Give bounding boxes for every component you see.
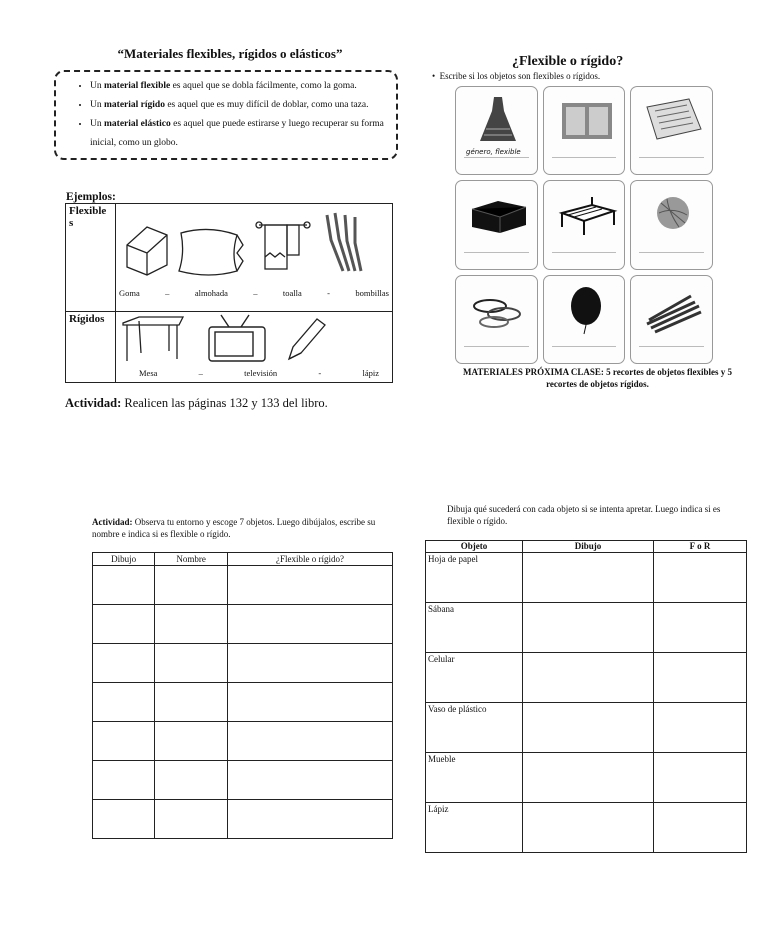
object-card-rubber-bands (455, 275, 538, 364)
object-name: Celular (426, 653, 523, 703)
table-row (426, 753, 747, 803)
examples-table (65, 203, 393, 383)
cutlery-icon (639, 282, 707, 338)
eraser-icon (127, 227, 167, 275)
header-flexible-or-rigid: ¿Flexible o rígido? (228, 553, 393, 566)
answer-line (552, 252, 617, 253)
table-row (426, 603, 747, 653)
crate-icon (464, 187, 532, 243)
table-row (93, 800, 393, 839)
rigid-caption: Mesa – televisión - lápiz (139, 368, 379, 378)
object-card-crate (455, 180, 538, 269)
table-row (93, 761, 393, 800)
answer-line (552, 157, 617, 158)
balloon-icon (552, 282, 620, 338)
rigid-row-label: Rígidos (66, 312, 116, 383)
objects-record-table (92, 552, 393, 839)
answer-line (639, 252, 704, 253)
object-card-bed (543, 180, 626, 269)
header-name: Nombre (155, 553, 228, 566)
flexible-examples-cell (116, 204, 393, 312)
table-row (93, 605, 393, 644)
object-card-yarn (630, 180, 713, 269)
materials-next-class: MATERIALES PRÓXIMA CLASE: 5 recortes de objetos flexibles y 5 recortes de objetos rígidos. (463, 367, 732, 389)
object-card-newspaper (630, 86, 713, 175)
rubber-bands-icon (464, 282, 532, 338)
header-f-or-r: F o R (654, 541, 747, 553)
tv-icon (209, 315, 265, 361)
squeeze-table (425, 540, 747, 853)
example-answer: género, flexible (466, 148, 521, 157)
flexible-row-label: Flexible s (66, 204, 116, 312)
bed-icon (552, 187, 620, 243)
object-card-dress (455, 86, 538, 175)
pencil-icon (289, 319, 325, 359)
towel-icon (256, 222, 310, 269)
definition-elastic: • Un material elástico es aquel que puede estirarse y luego recuperar su forma inicial, como un globo. (90, 115, 390, 153)
worksheet-title: “Materiales flexibles, rígidos o elásticos” (117, 46, 343, 61)
answer-line (639, 346, 704, 347)
object-name: Lápiz (426, 803, 523, 853)
straws-icon (327, 213, 361, 271)
pillow-icon (179, 229, 243, 275)
table-row (426, 553, 747, 603)
dress-icon (464, 93, 532, 149)
yarn-icon (639, 187, 707, 243)
objects-grid (455, 86, 713, 364)
observe-activity: Actividad: Observa tu entorno y escoge 7 objetos. Luego dibújalos, escribe su nombre e indica si es flexible o rígido. (92, 517, 376, 539)
table-row (93, 722, 393, 761)
window-icon (552, 93, 620, 149)
flexible-caption: Goma – almohada – toalla - bombillas (119, 288, 389, 298)
table-row (426, 653, 747, 703)
answer-line (464, 346, 529, 347)
object-name: Hoja de papel (426, 553, 523, 603)
object-card-window (543, 86, 626, 175)
exercise-instruction: • Escribe si los objetos son flexibles o rígidos. (432, 71, 601, 81)
examples-label: Ejemplos: (66, 191, 116, 203)
exercise-title: ¿Flexible o rígido? (512, 54, 624, 69)
header-drawing: Dibujo (93, 553, 155, 566)
definition-rigid: • Un material rígido es aquel que es muy difícil de doblar, como una taza. (90, 96, 390, 115)
definition-flexible: • Un material flexible es aquel que se dobla fácilmente, como la goma. (90, 77, 390, 96)
table-row (426, 803, 747, 853)
table-row (426, 703, 747, 753)
table-icon (123, 317, 183, 361)
squeeze-instruction: Dibuja qué sucederá con cada objeto si se intenta apretar. Luego indica si es flexible o rígido. (447, 504, 721, 526)
header-object: Objeto (426, 541, 523, 553)
header-drawing: Dibujo (523, 541, 654, 553)
object-card-cutlery (630, 275, 713, 364)
object-card-balloon (543, 275, 626, 364)
answer-line (639, 157, 704, 158)
table-row (93, 683, 393, 722)
object-name: Vaso de plástico (426, 703, 523, 753)
activity-note: Actividad: Realicen las páginas 132 y 133 del libro. (65, 396, 328, 410)
table-row (93, 566, 393, 605)
rigid-examples-drawing (119, 313, 389, 365)
rigid-examples-cell (116, 312, 393, 383)
newspaper-icon (639, 93, 707, 149)
definitions-box (54, 70, 398, 160)
answer-line (552, 346, 617, 347)
object-name: Mueble (426, 753, 523, 803)
answer-line (464, 157, 529, 158)
answer-line (464, 252, 529, 253)
object-name: Sábana (426, 603, 523, 653)
table-row (93, 644, 393, 683)
flexible-examples-drawing (119, 205, 389, 285)
